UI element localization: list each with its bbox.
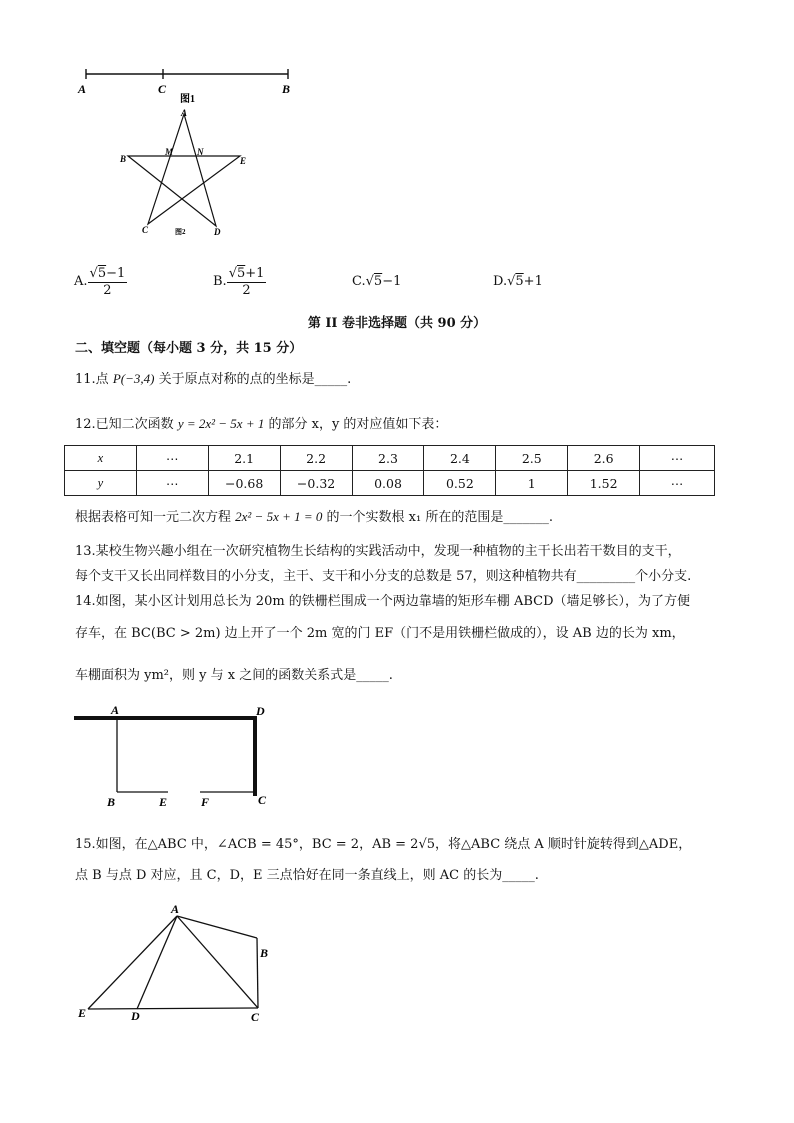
fig2-label-d: D [214,227,221,237]
table-cell: 1 [496,471,568,496]
value-table [64,445,715,496]
question-13-line-1: 13.某校生物兴趣小组在一次研究植物生长结构的实践活动中，发现一种植物的主干长出若干数目的支干， [75,544,681,559]
label-b: B [260,946,269,960]
table-row-x [65,446,715,471]
fig2-caption: 图2 [175,228,186,236]
question-14-line-3: 车棚面积为 ym²，则 y 与 x 之间的函数关系式是_____. [75,668,393,683]
fig1-label-c: C [158,82,167,96]
table-row-y [65,471,715,496]
fig1-label-b: B [282,82,291,96]
carport-figure [70,700,290,812]
question-15-line-2: 点 B 与点 D 对应，且 C，D，E 三点恰好在同一条直线上，则 AC 的长为_____. [75,868,539,883]
table-cell: ⋯ [136,446,208,471]
triangle-figure [70,896,280,1026]
star-lines [128,114,240,226]
fig1-caption: 图1 [180,94,195,105]
fig2-label-c: C [142,225,149,235]
table-cell: −0.68 [208,471,280,496]
label-a: A [171,902,180,916]
option-a: A. $\frac{√5-1}{2}$ [74,265,126,298]
section-title: 第 II 卷非选择题（共 90 分） [307,316,487,331]
table-cell: 1.52 [568,471,640,496]
table-cell: 2.2 [280,446,352,471]
label-c: C [251,1010,260,1024]
label-d: D [256,704,265,718]
table-cell: 2.3 [352,446,424,471]
table-cell: 2.6 [568,446,640,471]
label-e: E [159,795,168,809]
figure-2-star [115,106,255,240]
table-cell: 0.08 [352,471,424,496]
figure-1-segment [70,64,310,108]
table-cell: 2.5 [496,446,568,471]
label-c: C [258,793,267,807]
question-12: 12.已知二次函数 y = 2x² − 5x + 1 的部分 x，y 的对应值如下表： [75,416,448,432]
label-e: E [78,1006,87,1020]
fig2-label-n: N [197,147,204,157]
fig2-label-m: M [165,147,174,157]
label-a: A [111,703,120,717]
question-15-line-1: 15.如图，在△ABC 中，∠ACB = 45°，BC = 2，AB = 2√5，将△ABC 绕点 A 顺时针旋转得到△ADE， [75,837,692,852]
question-14-line-1: 14.如图，某小区计划用总长为 20m 的铁栅栏围成一个两边靠墙的矩形车棚 ABCD（墙足够长），为了方便 [75,594,690,609]
table-cell: 2.4 [424,446,496,471]
option-d: D.√5+1 [493,274,543,289]
table-cell: ⋯ [136,471,208,496]
table-cell: y [65,471,137,496]
label-b: B [107,795,116,809]
table-cell: x [65,446,137,471]
option-b: B. $\frac{√5+1}{2}$ [213,265,265,298]
fig2-label-b: B [120,154,127,164]
question-12-conclusion: 根据表格可知一元二次方程 2x² − 5x + 1 = 0 的一个实数根 x₁ 所在的范围是_______. [75,509,553,525]
label-d: D [131,1009,140,1023]
question-13-line-2: 每个支干又长出同样数目的小分支，主干、支干和小分支的总数是 57，则这种植物共有_________个小分支. [75,569,692,584]
fig1-label-a: A [78,82,87,96]
question-11: 11.点 P(−3,4) 关于原点对称的点的坐标是_____. [75,371,352,387]
label-f: F [201,795,210,809]
question-14-line-2: 存车，在 BC(BC > 2m) 边上开了一个 2m 宽的门 EF（门不是用铁栅栏做成的），设 AB 边的长为 xm， [75,626,685,641]
fig2-label-e: E [240,156,247,166]
section-heading: 二、填空题（每小题 3 分，共 15 分） [75,341,303,356]
table-cell: 2.1 [208,446,280,471]
fig2-label-a: A [181,108,188,118]
table-cell: ⋯ [640,446,715,471]
table-cell: ⋯ [640,471,715,496]
option-c: C.√5−1 [352,274,402,289]
table-cell: −0.32 [280,471,352,496]
table-cell: 0.52 [424,471,496,496]
